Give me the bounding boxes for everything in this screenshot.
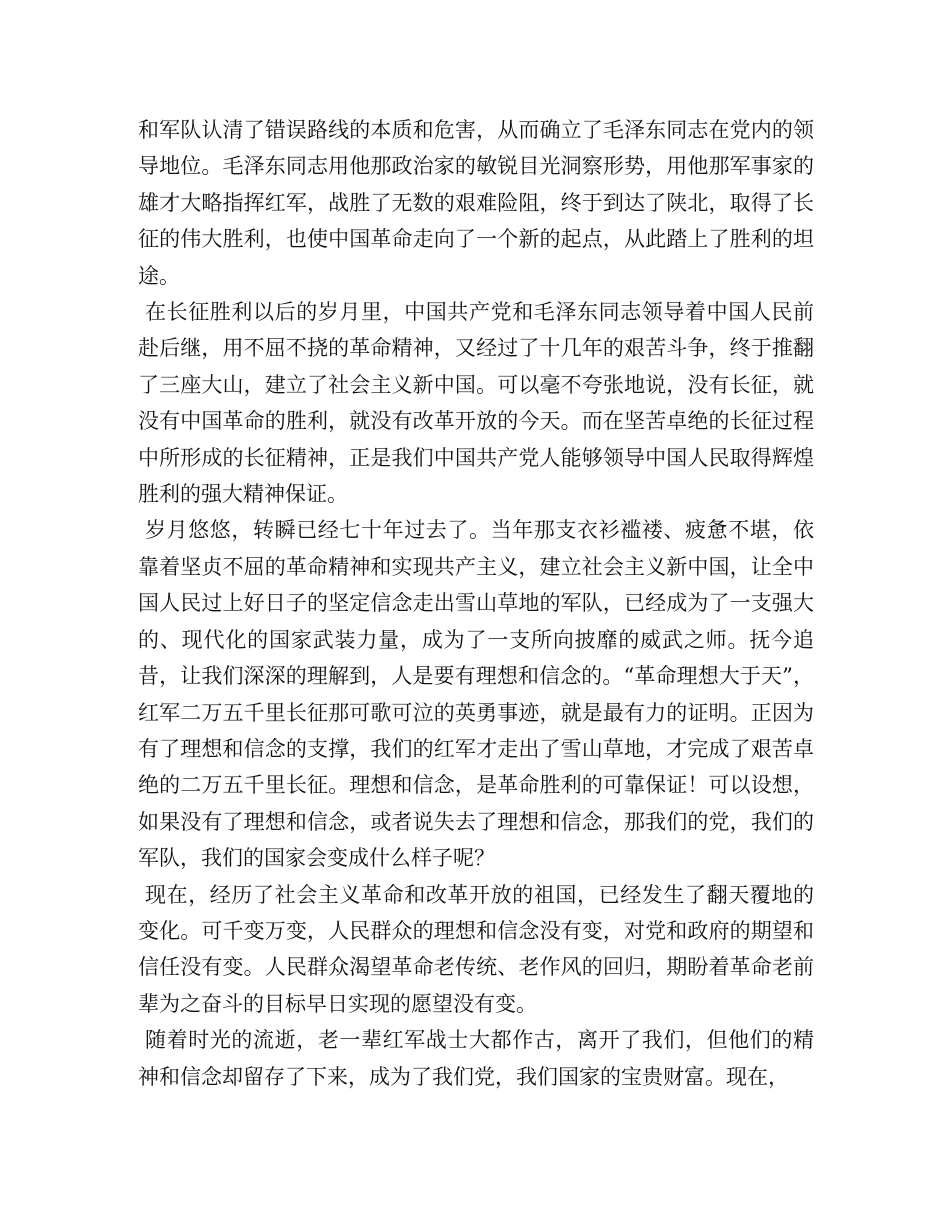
paragraph-1: 和军队认清了错误路线的本质和危害，从而确立了毛泽东同志在党内的领导地位。毛泽东同志用他那政治家的敏锐目光洞察形势，用他那军事家的雄才大略指挥红军，战胜了无数的艰难险阻，终于到达了陕北，取得了长征的伟大胜利，也使中国革命走向了一个新的起点，从此踏上了胜利的坦途。 bbox=[138, 118, 814, 288]
paragraph-2: 在长征胜利以后的岁月里，中国共产党和毛泽东同志领导着中国人民前赴后继，用不屈不挠的革命精神，又经过了十几年的艰苦斗争，终于推翻了三座大山，建立了社会主义新中国。可以毫不夸张地说，没有长征，就没有中国革命的胜利，就没有改革开放的今天。而在坚苦卓绝的长征过程中所形成的长征精神，正是我们中国共产党人能够领导中国人民取得辉煌胜利的强大精神保证。 bbox=[138, 300, 814, 507]
document-page bbox=[138, 112, 814, 1095]
paragraph-5: 随着时光的流逝，老一辈红军战士大都作古，离开了我们，但他们的精神和信念却留存了下来，成为了我们党，我们国家的宝贵财富。现在， bbox=[138, 1028, 814, 1089]
paragraph-4: 现在，经历了社会主义革命和改革开放的祖国，已经发生了翻天覆地的变化。可千变万变，人民群众的理想和信念没有变，对党和政府的期望和信任没有变。人民群众渴望革命老传统、老作风的回归，期盼着革命老前辈为之奋斗的目标早日实现的愿望没有变。 bbox=[138, 882, 814, 1016]
paragraph-3: 岁月悠悠，转瞬已经七十年过去了。当年那支衣衫褴褛、疲惫不堪，依靠着坚贞不屈的革命精神和实现共产主义，建立社会主义新中国，让全中国人民过上好日子的坚定信念走出雪山草地的军队，已经成为了一支强大的、现代化的国家武装力量，成为了一支所向披靡的威武之师。抚今追昔，让我们深深的理解到，人是要有理想和信念的。“革命理想大于天”，红军二万五千里长征那可歌可泣的英勇事迹，就是最有力的证明。正因为有了理想和信念的支撑，我们的红军才走出了雪山草地，才完成了艰苦卓绝的二万五千里长征。理想和信念，是革命胜利的可靠保证！可以设想，如果没有了理想和信念，或者说失去了理想和信念，那我们的党，我们的军队，我们的国家会变成什么样子呢？ bbox=[138, 518, 814, 871]
